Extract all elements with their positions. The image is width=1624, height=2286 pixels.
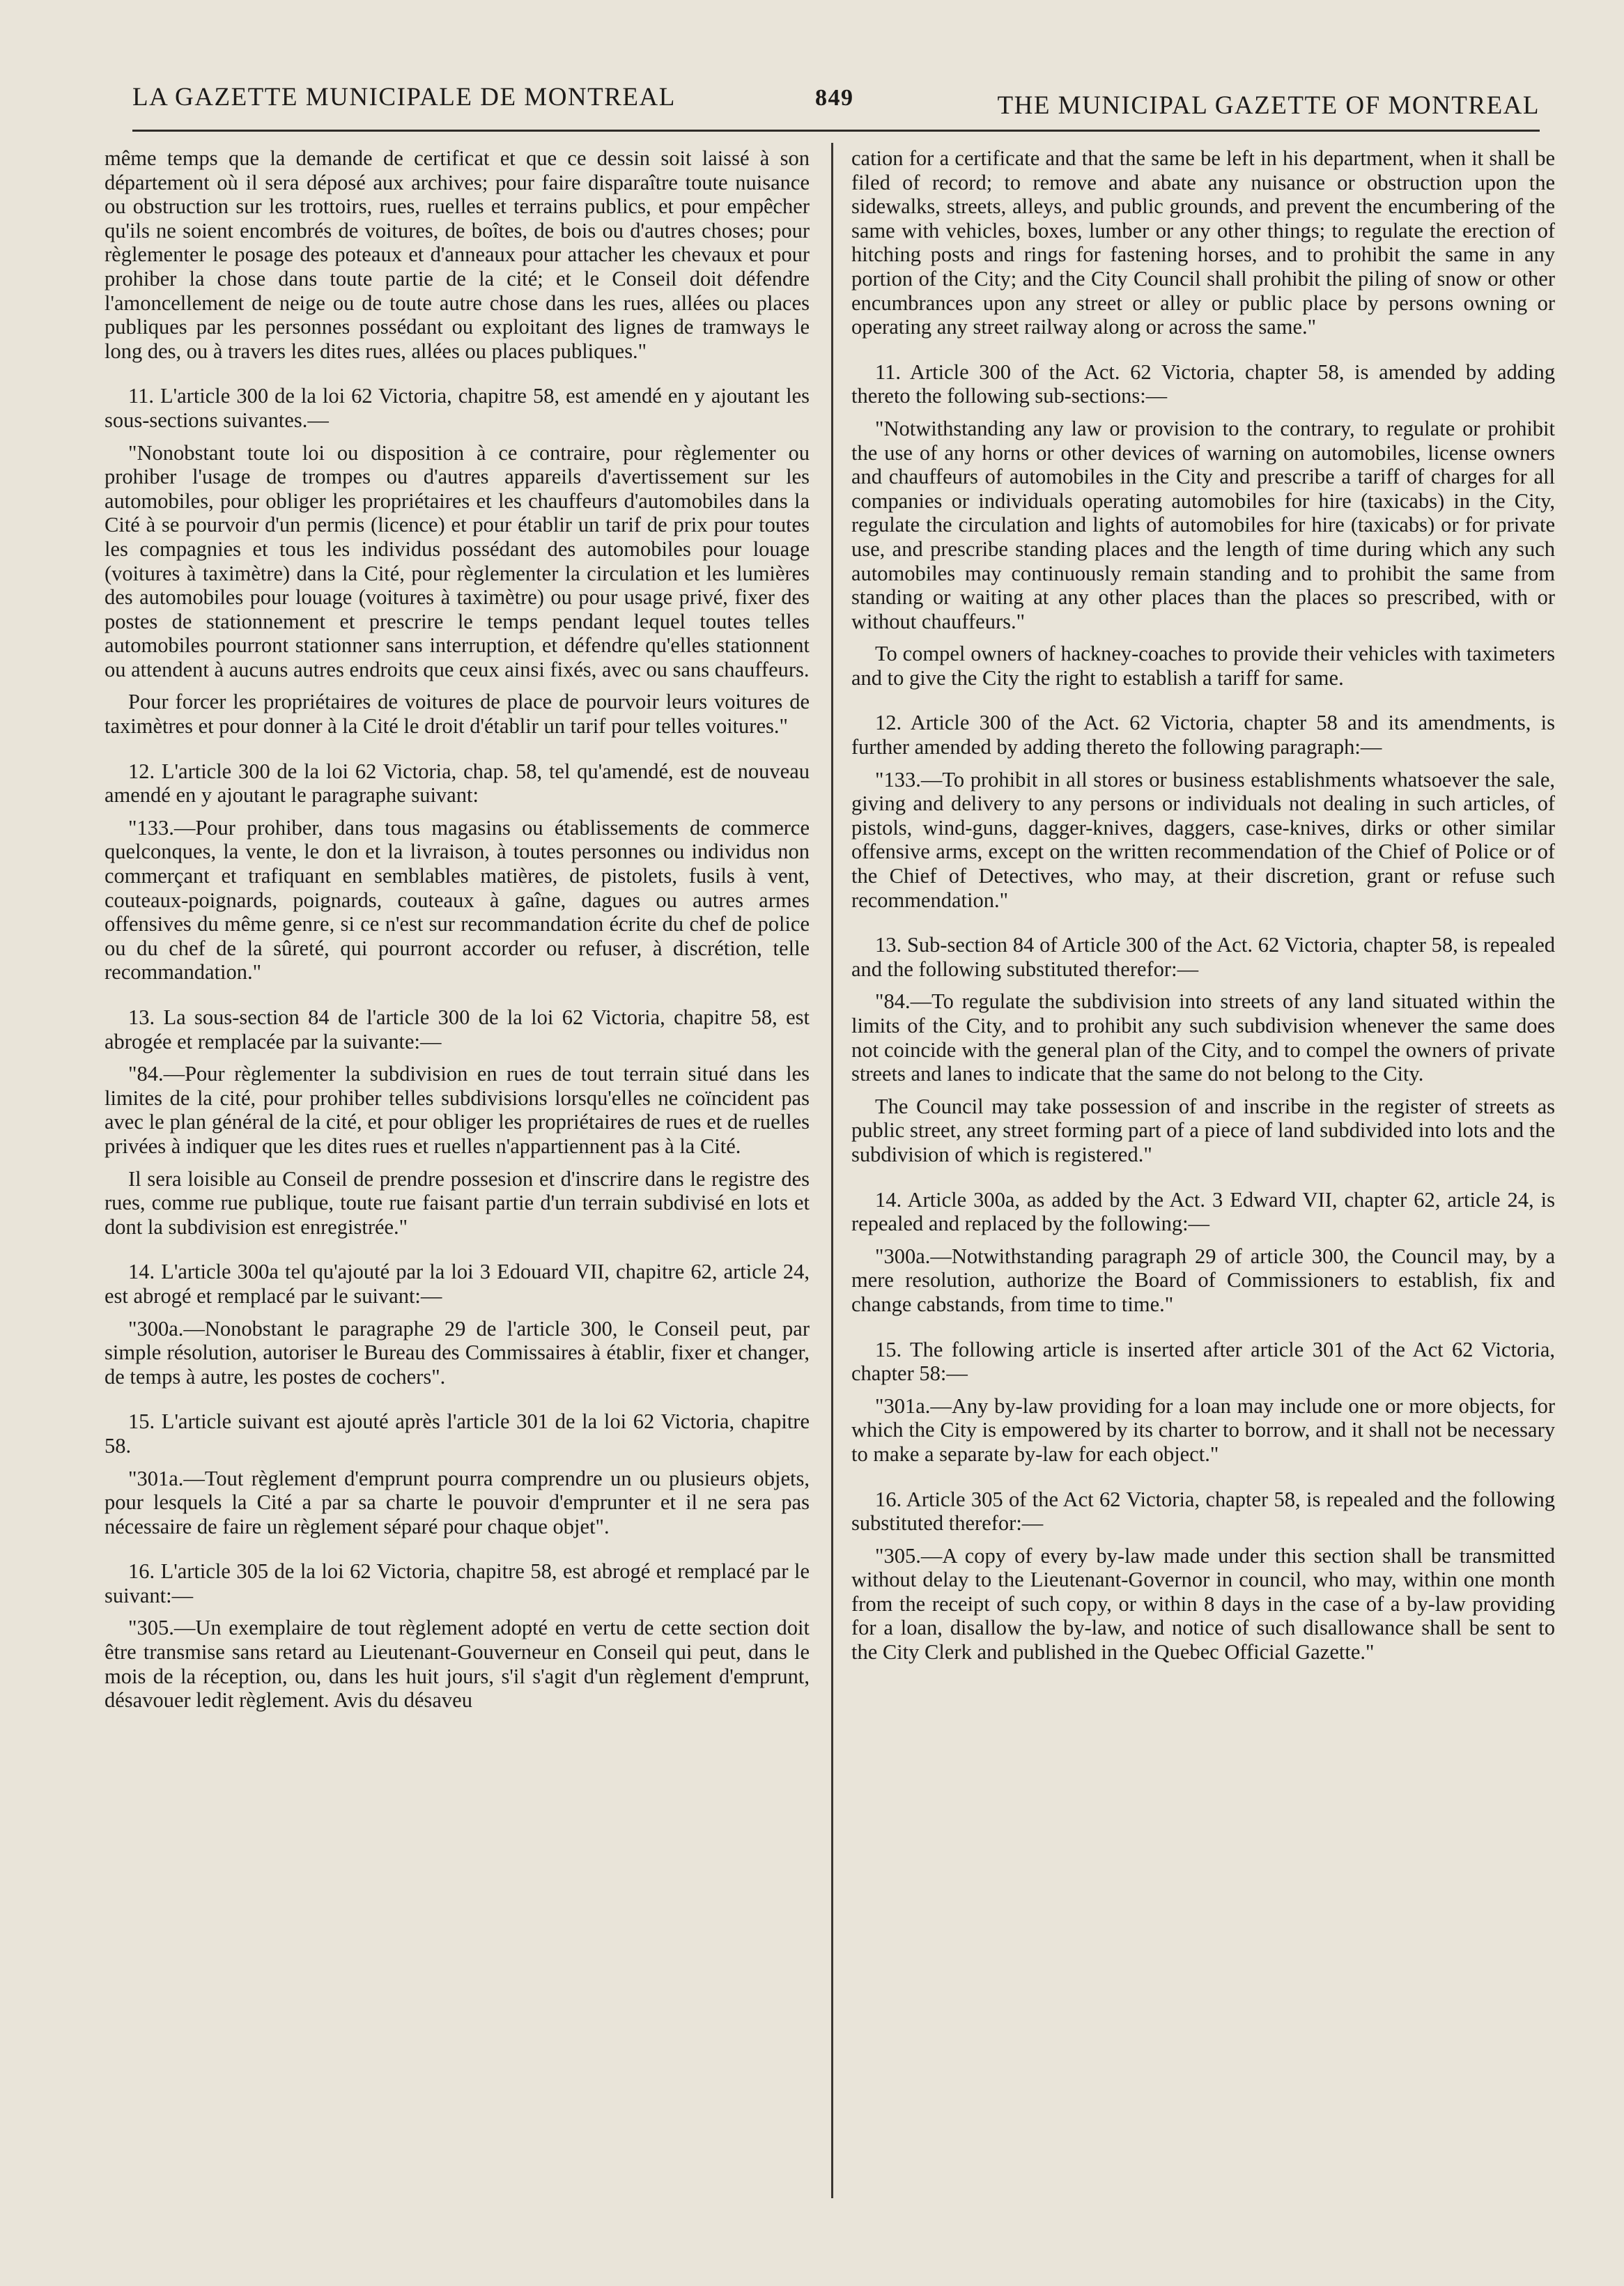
- french-paragraph: 13. La sous-section 84 de l'article 300 de la loi 62 Victoria, chapitre 58, est abrogée et remplacée par la suivante:—: [105, 1005, 810, 1053]
- english-paragraph: "300a.—Notwithstanding paragraph 29 of article 300, the Council may, by a mere resolution, authorize the Board of Commissioners to establish, fix and change cabstands, from time to time.": [851, 1244, 1555, 1316]
- french-paragraph: "84.—Pour règlementer la subdivision en rues de tout terrain situé dans les limites de la cité, pour prohiber telles subdivisions lorsqu'elles ne coïncident pas avec le plan général de la cité, et pour obliger les propriétaires de rues et de ruelles privées à indiquer que les dites rues et ruelles n'appartiennent pas à la Cité.: [105, 1062, 810, 1158]
- english-paragraph: "84.—To regulate the subdivision into streets of any land situated within the limits of the City, and to prohibit any such subdivision whenever the same does not coincide with the general plan of the City, and to compel the owners of private streets and lanes to indicate that the same do not belong to the City.: [851, 989, 1555, 1086]
- english-paragraph: 13. Sub-section 84 of Article 300 of the Act. 62 Victoria, chapter 58, is repealed and the following substituted therefor:—: [851, 933, 1555, 981]
- french-paragraph: "133.—Pour prohiber, dans tous magasins ou établissements de commerce quelconques, la vente, le don et la livraison, à toutes personnes ou individus non commerçant et trafiquant en semblables matières, de pistolets, fusils à vent, couteaux-poignards, poignards, couteaux à gaîne, dagues ou autres armes offensives du même genre, si ce n'est sur recommandation écrite du chef de police ou du chef de la sûreté, qui pourront accorder ou refuser, à discrétion, telle recommandation.": [105, 815, 810, 984]
- french-paragraph: Pour forcer les propriétaires de voitures de place de pourvoir leurs voitures de taximètres et pour donner à la Cité le droit d'établir un tarif pour telles voitures.": [105, 690, 810, 739]
- english-paragraph: cation for a certificate and that the same be left in his department, when it shall be filed of record; to remove and abate any nuisance or obstruction upon the sidewalks, streets, alleys, and public grounds, and prevent the encumbering of the same with vehicles, boxes, lumber or any other things; to regulate the erection of hitching posts and rings for fastening horses, and to prohibit the same in any portion of the City; and the City Council shall prohibit the piling of snow or other encumbrances upon any street or alley or public place by persons owning or operating any street railway along or across the same.": [851, 146, 1555, 339]
- french-paragraph: "305.—Un exemplaire de tout règlement adopté en vertu de cette section doit être transmise sans retard au Lieutenant-Gouverneur en Conseil qui peut, dans le mois de la réception, ou, dans les huit jours, s'il s'agit d'un règlement d'emprunt, désavouer ledit règlement. Avis du désaveu: [105, 1616, 810, 1713]
- page-header: [132, 75, 1540, 124]
- french-paragraph: "301a.—Tout règlement d'emprunt pourra comprendre un ou plusieurs objets, pour lesquels la Cité a par sa charte le pouvoir d'emprunter et il ne sera pas nécessaire de faire un règlement séparé pour chaque objet".: [105, 1466, 810, 1538]
- french-paragraph: Il sera loisible au Conseil de prendre possesion et d'inscrire dans le registre des rues, comme rue publique, toute rue faisant partie d'un terrain subdivisé en lots et dont la subdivision est enregistrée.": [105, 1166, 810, 1239]
- french-column: [105, 146, 810, 2202]
- english-paragraph: 14. Article 300a, as added by the Act. 3 Edward VII, chapter 62, article 24, is repealed and replaced by the following:—: [851, 1187, 1555, 1236]
- header-rule: [132, 130, 1540, 132]
- english-paragraph: "133.—To prohibit in all stores or business establishments whatsoever the sale, giving and delivery to any persons or individuals not dealing in such articles, of pistols, wind-guns, dagger-knives, daggers, case-knives, dirks or other similar offensive arms, except on the written recommendation of the Chief of Police or of the Chief of Detectives, who may, at their discretion, grant or refuse such recommendation.": [851, 767, 1555, 912]
- french-paragraph: 16. L'article 305 de la loi 62 Victoria, chapitre 58, est abrogé et remplacé par le suivant:—: [105, 1559, 810, 1607]
- column-divider: [831, 143, 833, 2198]
- french-paragraph: "Nonobstant toute loi ou disposition à ce contraire, pour règlementer ou prohiber l'usage de trompes ou d'autres appareils d'avertissement sur les automobiles, pour obliger les propriétaires et les chauffeurs d'automobiles dans la Cité à se pourvoir d'un permis (licence) et pour établir un tarif de prix pour toutes les compagnies et tous les individus possédant des automobiles pour louage (voitures à taximètre) dans la Cité, pour règlementer la circulation et les lumières des automobiles pour louage (voitures à taximètre) ou pour usage privé, fixer des postes de stationnement et prescrire le temps pendant lequel toutes telles automobiles pourront stationner sans interruption, et défendre qu'elles stationnent ou attendent à aucuns autres endroits que ceux ainsi fixés, avec ou sans chauffeurs.: [105, 440, 810, 681]
- english-paragraph: 11. Article 300 of the Act. 62 Victoria, chapter 58, is amended by adding thereto the following sub-sections:—: [851, 360, 1555, 408]
- header-left-title: LA GAZETTE MUNICIPALE DE MONTREAL: [132, 83, 676, 111]
- english-paragraph: 15. The following article is inserted after article 301 of the Act 62 Victoria, chapter 58:—: [851, 1337, 1555, 1386]
- english-paragraph: "305.—A copy of every by-law made under this section shall be transmitted without delay to the Lieutenant-Governor in council, who may, within one month from the receipt of such copy, or within 8 days in the case of a by-law providing for a loan, disallow the by-law, and notice of such disallowance shall be sent to the City Clerk and published in the Quebec Official Gazette.": [851, 1543, 1555, 1665]
- english-paragraph: The Council may take possession of and inscribe in the register of streets as public street, any street forming part of a piece of land subdivided into lots and the subdivision of which is registered.": [851, 1094, 1555, 1166]
- english-paragraph: 12. Article 300 of the Act. 62 Victoria, chapter 58 and its amendments, is further amended by adding thereto the following paragraph:—: [851, 711, 1555, 759]
- page-number: 849: [815, 85, 854, 111]
- english-paragraph: 16. Article 305 of the Act 62 Victoria, chapter 58, is repealed and the following substituted therefor:—: [851, 1487, 1555, 1536]
- english-paragraph: "301a.—Any by-law providing for a loan may include one or more objects, for which the City is empowered by its charter to borrow, and it shall not be necessary to make a separate by-law for each object.": [851, 1393, 1555, 1466]
- french-paragraph: même temps que la demande de certificat et que ce dessin soit laissé à son département où il sera déposé aux archives; pour faire disparaître toute nuisance ou obstruction sur les trottoirs, rues, ruelles et terrains publics, et pour empêcher qu'ils ne soient encombrés de voitures, de boîtes, de bois ou d'autres choses; pour règlementer le posage des poteaux et d'anneaux pour attacher les chevaux et pour prohiber la chose dans toute partie de la cité; et le Conseil doit défendre l'amoncellement de neige ou de toute autre chose dans les rues, allées ou places publiques par les personnes possédant ou exploitant des lignes de tramways le long des, ou à travers les dites rues, allées ou places publiques.": [105, 146, 810, 363]
- english-paragraph: "Notwithstanding any law or provision to the contrary, to regulate or prohibit the use of any horns or other devices of warning on automobiles, license owners and chauffeurs of automobiles in the City and prescribe a tariff of charges for all companies or individuals operating automobiles for hire (taxicabs) in the City, regulate the circulation and lights of automobiles for hire (taxicabs) or for private use, and prescribe standing places and the length of time during which any such automobiles may continuously remain standing and to prohibit the same from standing or waiting at any other places than the places so prescribed, with or without chauffeurs.": [851, 416, 1555, 633]
- french-paragraph: 12. L'article 300 de la loi 62 Victoria, chap. 58, tel qu'amendé, est de nouveau amendé en y ajoutant le paragraphe suivant:: [105, 759, 810, 808]
- french-paragraph: 11. L'article 300 de la loi 62 Victoria, chapitre 58, est amendé en y ajoutant les sous-sections suivantes.—: [105, 384, 810, 432]
- english-paragraph: To compel owners of hackney-coaches to provide their vehicles with taximeters and to give the City the right to establish a tariff for same.: [851, 642, 1555, 690]
- french-paragraph: 15. L'article suivant est ajouté après l'article 301 de la loi 62 Victoria, chapitre 58.: [105, 1410, 810, 1458]
- french-paragraph: 14. L'article 300a tel qu'ajouté par la loi 3 Edouard VII, chapitre 62, article 24, est abrogé et remplacé par le suivant:—: [105, 1260, 810, 1308]
- english-column: [851, 146, 1555, 2202]
- header-right-title: THE MUNICIPAL GAZETTE OF MONTREAL: [997, 91, 1540, 120]
- french-paragraph: "300a.—Nonobstant le paragraphe 29 de l'article 300, le Conseil peut, par simple résolution, autoriser le Bureau des Commissaires à établir, fixer et changer, de temps à autre, les postes de cochers".: [105, 1316, 810, 1389]
